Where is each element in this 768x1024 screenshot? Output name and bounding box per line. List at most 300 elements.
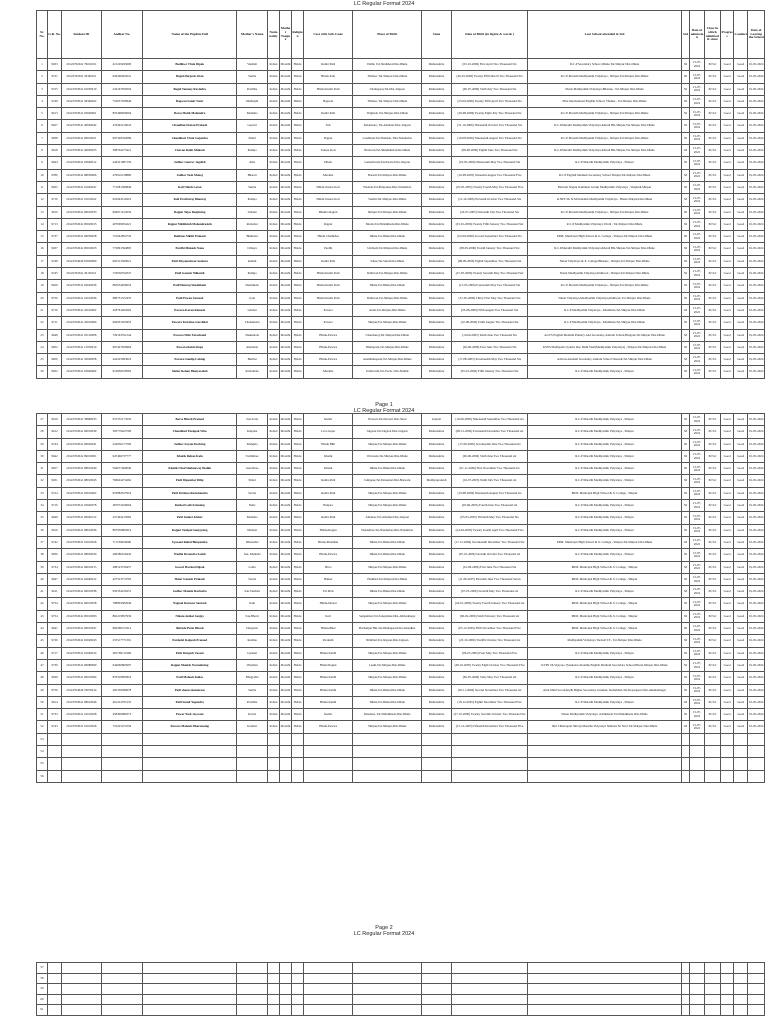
cell-religion: Hindu [292, 549, 304, 561]
cell-aadhar-no: 644660865997 [101, 659, 143, 671]
cell-sr-no: 27 [37, 414, 48, 426]
table-row [37, 561, 765, 573]
cell-gr-no: 9748 [47, 255, 61, 267]
cell-religion: Hindu [292, 623, 304, 635]
cell-caste [304, 758, 353, 770]
cell-place-of-birth [353, 994, 422, 1005]
cell-progress: Good [721, 536, 734, 548]
cell-progress [721, 963, 734, 974]
cell-std [681, 733, 690, 745]
cell-state: Maharashtra [422, 157, 452, 169]
page-label-1: Page 1 [375, 402, 393, 408]
cell-date-of-admission: 15-07-2022 [690, 304, 704, 316]
cell-last-school: Madhyamik Vidyalaya Tardadi T.T., Tal-Shirpur Dist-Dhule [528, 635, 681, 647]
cell-student-id: 20122702041 03040082 [62, 366, 101, 378]
cell-date-of-birth: (10-08-2006) Tenth August Two Thousand Six [451, 317, 528, 329]
cell-progress: Good [721, 145, 734, 157]
cell-conduct: Good [734, 366, 748, 378]
cell-state: Maharashtra [422, 438, 452, 450]
cell-date-of-birth: (05-08-2006) Fifth August Two Thousand Six [451, 304, 528, 316]
cell-progress: Good [721, 414, 734, 426]
cell-progress: Good [721, 329, 734, 341]
cell-caste: Teli [304, 120, 353, 132]
cell-conduct: Good [734, 329, 748, 341]
cell-mother-name [237, 1005, 268, 1016]
cell-conduct [734, 746, 748, 758]
cell-date-of-admission: 15-07-2022 [690, 426, 704, 438]
cell-pupil-name: Khatik Rehan Kalu [143, 450, 237, 462]
cell-date-of-leaving: 01-05-2024 [748, 132, 765, 144]
cell-caste: Hatkar [304, 573, 353, 585]
table-row [37, 623, 765, 635]
cell-conduct: Good [734, 145, 748, 157]
cell-conduct: Good [734, 475, 748, 487]
cell-religion: Hindu [292, 721, 304, 733]
cell-last-school: R.C.P Marathi Madhyamik Vidyalaya , Shirpur [528, 672, 681, 684]
cell-place-of-birth: Shirpur,Tal-Shirpur,Dist-Dhule [353, 561, 422, 573]
table-row [37, 120, 765, 132]
cell-date-of-leaving: 01-05-2024 [748, 83, 765, 95]
cell-place-of-birth: Khedana, Tal-Shindkheda,Dist-Dhule [353, 709, 422, 721]
cell-date-of-leaving [748, 1005, 765, 1016]
cell-place-of-birth: Sakre,Tal-Sakri,Dist-Dhule [353, 255, 422, 267]
cell-state: Maharashtra [422, 623, 452, 635]
cell-pupil-name: Rathod Lalit Fattesing [143, 500, 237, 512]
cell-date-of-leaving: 01-05-2024 [748, 721, 765, 733]
cell-mother-name: Indu [237, 598, 268, 610]
cell-pupil-name: Jadhav Manish Ravindra [143, 586, 237, 598]
cell-place-of-birth: Lauki,Tal-Shirpur,Dist-Dhule [353, 659, 422, 671]
cell-mother-name: Sau.Bharti [237, 610, 268, 622]
cell-std: XI [681, 512, 690, 524]
cell-religion: Hindu [292, 157, 304, 169]
column-header-caste: Cast with Sub-Caste [304, 11, 353, 59]
cell-student-id: 20122702041 98020030 [62, 549, 101, 561]
table-row [37, 194, 765, 206]
cell-date-of-leaving: 01-05-2024 [748, 95, 765, 107]
cell-state: Maharashtra [422, 194, 452, 206]
column-header-progress: Progress [721, 11, 734, 59]
cell-date-of-admission: 15-07-2022 [690, 341, 704, 353]
cell-religion: Hindu [292, 438, 304, 450]
cell-date-of-leaving: 01-05-2024 [748, 586, 765, 598]
table-row-blank [37, 994, 765, 1005]
cell-place-of-birth: Dahiwad,Tal-Shirpur,Dist-Dhule [353, 292, 422, 304]
cell-mother-name: Gayatri [237, 120, 268, 132]
cell-progress: Good [721, 280, 734, 292]
cell-caste: Bagwan [304, 95, 353, 107]
cell-religion: Hindu [292, 292, 304, 304]
cell-progress: Good [721, 231, 734, 243]
cell-religion: Hindu [292, 610, 304, 622]
cell-conduct: Good [734, 709, 748, 721]
column-header-gr-no: G.R. No. [47, 11, 61, 59]
cell-caste: Kunbi-Patil [304, 475, 353, 487]
page-title: LC Regular Format 2024 [353, 1, 415, 7]
cell-progress [721, 770, 734, 782]
cell-last-school: Nutan Madhyamik Vidyalaya ,Kamkheda Tal-Shindkheda Dist-Dhule [528, 709, 681, 721]
cell-date-of-birth: (19-08-2006) Nineteenth August Two Thousand six [451, 487, 528, 499]
cell-caste: Maratha [304, 169, 353, 181]
cell-place-of-birth [353, 984, 422, 995]
cell-state: Maharashtra [422, 206, 452, 218]
cell-nationality [267, 963, 279, 974]
cell-pupil-name: Patil Pawan Santosh [143, 292, 237, 304]
cell-sr-no: 43 [37, 610, 48, 622]
cell-date-of-admission [690, 984, 704, 995]
cell-date-of-leaving: 01-05-2024 [748, 659, 765, 671]
cell-nationality [267, 746, 279, 758]
cell-aadhar-no: 407009054221 [101, 218, 143, 230]
table-row [37, 108, 765, 120]
cell-date-of-birth: (11-06-2007) Eleventh June Two Thousand Seven [451, 573, 528, 585]
cell-place-of-birth: Chandsuraj,Tal-Shirpur,Dist-Dhule [353, 329, 422, 341]
cell-date-of-admission: 15-07-2022 [690, 206, 704, 218]
cell-class-admitted: XI Sci [704, 268, 720, 280]
cell-student-id: 20122702041 01050010 [62, 83, 101, 95]
cell-last-school [528, 994, 681, 1005]
cell-std: XI [681, 475, 690, 487]
cell-pupil-name [143, 1005, 237, 1016]
cell-class-admitted: XI Sci [704, 108, 720, 120]
cell-nationality: Indian [267, 659, 279, 671]
cell-last-school: PRM. Municipal High School & Jr. College , Shirpur [528, 561, 681, 573]
cell-date-of-birth: (31-05-2006) Thirty First May Two Thousand Six [451, 292, 528, 304]
cell-std: XI [681, 268, 690, 280]
cell-caste: Banjara [304, 500, 353, 512]
cell-gr-no: 9649 [47, 512, 61, 524]
cell-religion: Hindu [292, 426, 304, 438]
cell-caste: Hindu Kunbi [304, 672, 353, 684]
cell-gr-no: 9743 [47, 721, 61, 733]
cell-sr-no: 36 [37, 524, 48, 536]
cell-sr-no: 12 [37, 194, 48, 206]
cell-caste: Kunbi [304, 709, 353, 721]
cell-caste: Hindu-Bhoi [304, 623, 353, 635]
cell-std: XI [681, 132, 690, 144]
cell-gr-no [47, 1005, 61, 1016]
cell-nationality: Indian [267, 549, 279, 561]
cell-mother-tongue: Marathi [279, 268, 291, 280]
cell-sr-no: 14 [37, 218, 48, 230]
cell-date-of-admission: 15-07-2022 [690, 463, 704, 475]
cell-gr-no: 9657 [47, 463, 61, 475]
cell-gr-no: 9633 [47, 59, 61, 71]
cell-mother-name: Durgabai [237, 623, 268, 635]
cell-std: XI [681, 354, 690, 366]
cell-class-admitted: XI Sci [704, 83, 720, 95]
cell-place-of-birth: Sangamner,Tal-Sangamner,Dist-Ahmadnagar [353, 610, 422, 622]
cell-caste: Pawara [304, 317, 353, 329]
cell-mother-tongue: Marathi [279, 500, 291, 512]
cell-date-of-admission: 15-07-2022 [690, 709, 704, 721]
cell-religion [292, 994, 304, 1005]
cell-pupil-name: Patil Mahesh Kailas [143, 672, 237, 684]
cell-mother-name: Savita [237, 487, 268, 499]
cell-gr-no: 9713 [47, 218, 61, 230]
cell-aadhar-no: 418761464502 [101, 304, 143, 316]
cell-nationality: Indian [267, 696, 279, 708]
cell-place-of-birth: Shirpur,Tal-Shirpur,Dist-Dhule [353, 438, 422, 450]
cell-nationality: Indian [267, 524, 279, 536]
cell-date-of-birth: (27-10-2006) Twenty Seventh October Two Thousand Six [451, 709, 528, 721]
cell-nationality: Indian [267, 500, 279, 512]
cell-student-id: 20122702041 00010021 [62, 132, 101, 144]
cell-mother-tongue: Marathi [279, 573, 291, 585]
cell-progress: Good [721, 292, 734, 304]
cell-progress: Good [721, 95, 734, 107]
cell-sr-no: 37 [37, 536, 48, 548]
cell-caste: Rajput [304, 132, 353, 144]
cell-date-of-admission: 15-07-2022 [690, 231, 704, 243]
cell-nationality: Indian [267, 487, 279, 499]
cell-std: XI [681, 500, 690, 512]
cell-date-of-birth: (15-05-2006) Fourteenth May Two Thousand Six [451, 280, 528, 292]
cell-date-of-birth: (27-05-2006) Twenty Seventh May Two Thousand Six [451, 268, 528, 280]
cell-aadhar-no: 925644519210 [101, 194, 143, 206]
cell-date-of-leaving: 01-05-2024 [748, 108, 765, 120]
cell-date-of-birth: (05-12-2005) Fifth November Two Thousand Five [451, 623, 528, 635]
cell-pupil-name: Halar Ganesh Prakash [143, 573, 237, 585]
cell-class-admitted: XI Sci [704, 610, 720, 622]
cell-last-school: Nutan Madhyamik Vidyalaya,Dahiwad , Shirpur,Tal-Shirpur Dist-Dhule [528, 268, 681, 280]
cell-nationality: Indian [267, 536, 279, 548]
cell-date-of-birth [451, 963, 528, 974]
cell-date-of-leaving: 01-05-2024 [748, 329, 765, 341]
cell-religion: Hindu [292, 181, 304, 193]
cell-mother-name: Manisha [237, 108, 268, 120]
cell-state: Maharashtra [422, 255, 452, 267]
cell-place-of-birth: Dahiwad,Tal-Shirpur,Dist-Dhule [353, 268, 422, 280]
cell-state: Madhyapradesh [422, 475, 452, 487]
table-row [37, 157, 765, 169]
cell-class-admitted: XI Sci [704, 487, 720, 499]
cell-place-of-birth: Navsari,Tal-Navsari Dist-Surat [353, 414, 422, 426]
cell-class-admitted: XI Sci [704, 304, 720, 316]
cell-conduct: Good [734, 108, 748, 120]
cell-state: Maharashtra [422, 231, 452, 243]
cell-pupil-name: Chaudhari Pushpak Vilas [143, 426, 237, 438]
cell-last-school: PRM. Municipal High School & Jr. College , Shirpur [528, 573, 681, 585]
cell-date-of-admission: 15-07-2022 [690, 145, 704, 157]
cell-aadhar-no: 772801394895 [101, 243, 143, 255]
cell-date-of-admission: 15-07-2022 [690, 255, 704, 267]
table-row [37, 709, 765, 721]
cell-state: Maharashtra [422, 59, 452, 71]
cell-gr-no: 9644 [47, 157, 61, 169]
cell-mother-tongue: Marathi [279, 549, 291, 561]
cell-date-of-leaving: 01-05-2024 [748, 71, 765, 83]
cell-date-of-leaving: 01-05-2024 [748, 292, 765, 304]
cell-gr-no [47, 770, 61, 782]
cell-mother-tongue: Marathi [279, 145, 291, 157]
cell-aadhar-no [101, 733, 143, 745]
cell-place-of-birth: Shirpur,Tal-Shirpur,Dist-Dhule [353, 598, 422, 610]
cell-aadhar-no: 288123726457 [101, 561, 143, 573]
cell-pupil-name: Chaudhari Vivek Gajendra [143, 132, 237, 144]
cell-date-of-leaving: 01-05-2024 [748, 598, 765, 610]
cell-gr-no: 9625 [47, 181, 61, 193]
cell-student-id: 20122702041 56340022 [62, 95, 101, 107]
cell-sr-no: 16 [37, 243, 48, 255]
cell-state: Maharashtra [422, 132, 452, 144]
cell-sr-no: 35 [37, 512, 48, 524]
cell-gr-no: 9622 [47, 366, 61, 378]
cell-class-admitted: XI Sci [704, 59, 720, 71]
cell-std: XI [681, 317, 690, 329]
cell-pupil-name: Patil Dnyaneshwar mohara [143, 255, 237, 267]
cell-aadhar-no: 234167959556 [101, 83, 143, 95]
cell-caste: Koli [304, 610, 353, 622]
cell-caste: Hindu Tokare Koli [304, 194, 353, 206]
cell-date-of-admission: 15-07-2022 [690, 672, 704, 684]
cell-nationality: Indian [267, 475, 279, 487]
cell-place-of-birth [353, 746, 422, 758]
table-row [37, 512, 765, 524]
cell-pupil-name: Jadhav Gaurav Jagdish [143, 157, 237, 169]
column-header-conduct: Conduct [734, 11, 748, 59]
cell-date-of-birth: (17-08-2005) Seventeenth May Two Thousand Six [451, 354, 528, 366]
cell-aadhar-no [101, 973, 143, 984]
cell-mother-name: Mangala [237, 438, 268, 450]
cell-student-id: 20122702041 01010022 [62, 194, 101, 206]
cell-date-of-birth: (02-09-2006) Second September Two Thousand Six [451, 231, 528, 243]
cell-std [681, 984, 690, 995]
cell-last-school: R.C.P Marathi Madhyamik Vidyalaya , Shirpur,Tal-Shirpur Dist-Dhule [528, 108, 681, 120]
cell-student-id: 20122702041 03040012 [62, 157, 101, 169]
cell-date-of-admission: 15-07-2022 [690, 354, 704, 366]
cell-pupil-name: Rakhme Nikhil Prakash [143, 231, 237, 243]
cell-mother-tongue: Marathi [279, 487, 291, 499]
cell-aadhar-no: 752657030946 [101, 95, 143, 107]
cell-date-of-birth: (17-06-2006) Seventeenth June Two Thousand six [451, 438, 528, 450]
cell-progress [721, 758, 734, 770]
cell-religion: Hindu [292, 659, 304, 671]
cell-gr-no: 9612 [47, 426, 61, 438]
cell-date-of-leaving: 01-05-2024 [748, 120, 765, 132]
cell-state: Maharashtra [422, 635, 452, 647]
column-header-place-of-birth: Place of Birth [353, 11, 422, 59]
table-row-blank [37, 758, 765, 770]
cell-date-of-admission: 15-07-2022 [690, 59, 704, 71]
cell-pupil-name: Wadile Devendra Satish [143, 549, 237, 561]
cell-student-id: 20122702041 98010036 [62, 524, 101, 536]
cell-date-of-admission [690, 770, 704, 782]
table-row [37, 549, 765, 561]
cell-date-of-leaving: 01-05-2024 [748, 610, 765, 622]
cell-date-of-leaving: 01-05-2024 [748, 696, 765, 708]
table-row [37, 414, 765, 426]
cell-nationality: Indian [267, 181, 279, 193]
cell-state: Maharashtra [422, 561, 452, 573]
cell-std: XI [681, 341, 690, 353]
cell-state: Maharashtra [422, 450, 452, 462]
cell-nationality: Indian [267, 169, 279, 181]
cell-class-admitted: XI Sci [704, 218, 720, 230]
cell-conduct: Good [734, 450, 748, 462]
cell-student-id: 20122702041 20150011 [62, 268, 101, 280]
cell-pupil-name: Pawar Yash Jaywant [143, 709, 237, 721]
cell-date-of-admission [690, 963, 704, 974]
cell-gr-no: 9733 [47, 709, 61, 721]
cell-progress: Good [721, 549, 734, 561]
cell-nationality: Indian [267, 218, 279, 230]
cell-caste: Bava [304, 561, 353, 573]
cell-place-of-birth: Shirpur,Tal-Shirpur,Dist-Dhule [353, 317, 422, 329]
cell-religion: Hindu [292, 524, 304, 536]
cell-state [422, 994, 452, 1005]
cell-religion: Hindu [292, 132, 304, 144]
cell-gr-no: 9647 [47, 573, 61, 585]
cell-nationality [267, 973, 279, 984]
cell-sr-no: 57 [37, 963, 48, 974]
cell-date-of-birth: (07-10-2006) Seventh October Two Thousand six [451, 549, 528, 561]
cell-pupil-name: Jadhav Yash Manoj [143, 169, 237, 181]
cell-sr-no: 2 [37, 71, 48, 83]
table-row [37, 524, 765, 536]
cell-mother-tongue: Marathi [279, 120, 291, 132]
cell-std: XI [681, 280, 690, 292]
cell-conduct: Good [734, 586, 748, 598]
cell-religion [292, 733, 304, 745]
cell-date-of-admission: 15-07-2022 [690, 623, 704, 635]
cell-date-of-leaving: 01-05-2024 [748, 354, 765, 366]
cell-date-of-leaving [748, 973, 765, 984]
cell-aadhar-no: 970884557919 [101, 487, 143, 499]
cell-aadhar-no: 637552173550 [101, 414, 143, 426]
cell-aadhar-no: 269580016445 [101, 549, 143, 561]
cell-progress [721, 994, 734, 1005]
table-row-blank [37, 963, 765, 974]
cell-date-of-birth: (28-10-2005) Twenty Eight October Two Thousand Five [451, 659, 528, 671]
cell-date-of-admission [690, 733, 704, 745]
cell-progress: Good [721, 635, 734, 647]
cell-nationality: Indian [267, 71, 279, 83]
cell-place-of-birth: Shirpur,Tal-Shirpur,Dist-Dhule [353, 500, 422, 512]
cell-sr-no: 21 [37, 304, 48, 316]
cell-std: XI [681, 721, 690, 733]
cell-class-admitted: XI Sci [704, 500, 720, 512]
cell-date-of-admission: 15-07-2022 [690, 292, 704, 304]
cell-date-of-admission: 15-07-2022 [690, 243, 704, 255]
cell-class-admitted: XI Sci [704, 709, 720, 721]
cell-place-of-birth [353, 963, 422, 974]
cell-caste: Hindu-Pawara [304, 341, 353, 353]
cell-last-school: R.C.P Marathi Madhyamik Vidyalaya , Shirpur [528, 450, 681, 462]
cell-state: Maharashtra [422, 341, 452, 353]
cell-std [681, 758, 690, 770]
cell-progress: Good [721, 586, 734, 598]
cell-gr-no: 9754 [47, 598, 61, 610]
cell-last-school: R.C.P Marathi Madhyamik Vidyalaya , Shirpur,Tal-Shirpur Dist-Dhule [528, 132, 681, 144]
cell-conduct [734, 984, 748, 995]
cell-sr-no: 48 [37, 672, 48, 684]
cell-nationality: Indian [267, 255, 279, 267]
cell-religion: Hindu [292, 573, 304, 585]
cell-aadhar-no [101, 963, 143, 974]
cell-progress: Good [721, 83, 734, 95]
cell-student-id: 20122702041 99010001 [62, 450, 101, 462]
cell-sr-no: 23 [37, 329, 48, 341]
cell-caste: Hindu Kunbi [304, 647, 353, 659]
cell-religion: Hindu [292, 194, 304, 206]
cell-sr-no: 49 [37, 684, 48, 696]
cell-student-id: 20122702041 00010039 [62, 426, 101, 438]
cell-student-id [62, 994, 101, 1005]
cell-date-of-admission: 15-07-2022 [690, 218, 704, 230]
cell-pupil-name: Rajput Tejas Ranjitsing [143, 206, 237, 218]
cell-pupil-name: Patil Sumit Yogendra [143, 696, 237, 708]
